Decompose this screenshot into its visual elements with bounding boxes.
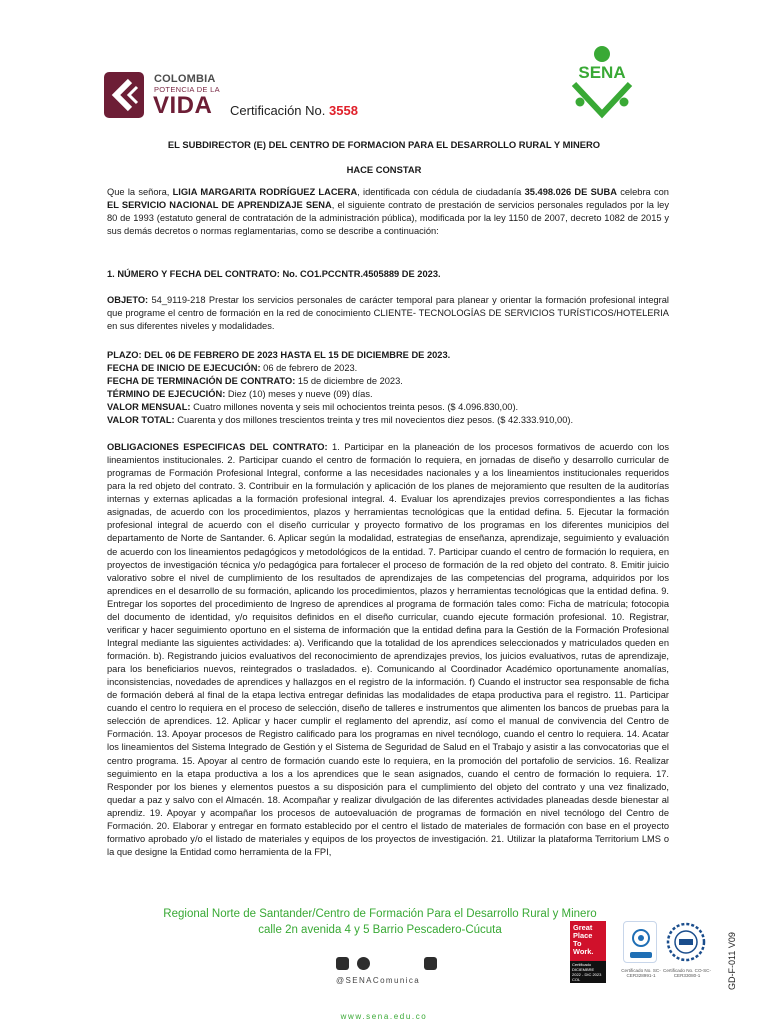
- objeto-paragraph: [107, 294, 669, 333]
- badge1-caption: Certificado No. SC-CER328991-1: [621, 968, 661, 979]
- document-subtitle: HACE CONSTAR: [346, 164, 422, 175]
- obligaciones-paragraph: [107, 441, 669, 859]
- gptw-word-2: Place: [573, 931, 593, 940]
- certification-label: Certificación No.: [230, 103, 326, 118]
- valor-total-value: Cuarenta y dos millones trescientos treinta y tres mil novecientos diez pesos. ($ 42.333.910,00).: [174, 415, 574, 425]
- blog-icon[interactable]: [336, 957, 349, 970]
- contractor-id: 35.498.026 DE SUBA: [524, 187, 617, 197]
- great-place-to-work-badge: [570, 921, 606, 983]
- gptw-word-4: Work.: [573, 947, 594, 956]
- iso-certification-badge: [623, 921, 657, 963]
- termino-value: Diez (10) meses y nueve (09) días.: [225, 389, 373, 399]
- obligaciones-text: 1. Participar en la planeación de los procesos formativos de acuerdo con los lineamientos institucionales. 2. Participar cuando el centro de formación lo requiera, en jornadas de diseño y desarrollo curricular de programas de Formación Profesional Integral, conforme a las necesidades nacionales y a los lineamientos institucionales requeridos para la red objeto del contrato. 3. Contribuir en la formulación y aplicación de los planes de mejoramiento que resulten de la auditorías internas y externas aplicadas a la formación profesional integral. 4. Evaluar los aprendizajes previos correspondientes a las fichas asignadas, de acuerdo con los procedimientos, plazos y herramientas tecnológicas que la entidad defina. 5. Ejecutar la formación profesional integral de acuerdo con el diseño curricular y proyecto formativo de los programas en los diferentes municipios del departamento de Norte de Santander. 6. Aplicar según la modalidad, estrategias de enseñanza, aprendizaje, seguimiento y evaluación de acuerdo con los lineamientos pedagógicos y metodológicos de la entidad. 7. Participar cuando el centro de formación lo requiera, en proyectos de investigación técnica y/o pedagógica para fortalecer el proceso de formación de la red objeto del contrato. 8. Emitir juicio valorativo sobre el nivel de cumplimiento de los resultados de aprendizajes de las competencias del programa, adquiridos por los aprendices en el desarrollo de su formación, aplicando los procedimientos, plazos y herramientas tecnológicas que la entidad defina. 9. Entregar los soportes del procedimiento de Ingreso de aprendices al programa de formación tales como: Ficha de matrícula; fotocopia del documento de identidad, y/o requisitos definidos en el diseño curricular, cuando ejecute formación profesional. 10. Registrar, verificar y hacer seguimiento oportuno en el sistema de información que la entidad defina para la Gestión de la Formación Profesional Integral mediante las siguientes actividades: a). Verificando que la totalidad de los aprendices seleccionados y matriculados queden en formación. b). Registrando juicios evaluativos del reconocimiento de aprendizajes previos, los juicios evaluativos, rutas de aprendizaje, para los beneficiarios nuevos, reintegrados o trasladados. e). Comunicando al Coordinador Académico oportunamente anomalías, inconsistencias, novedades de aprendices y hallazgos en el registro de la información. f) Cuando el instructor sea responsable de ficha de formación deberá al final de la etapa lectiva entregar definidas las modalidades de etapa productiva para el registro. 11. Participar cuando el centro lo requiera en el proceso de selección, diseño de talleres e instrumentos que alimenten los bancos de pruebas para la selección de aprendices. 12. Aplicar y hacer cumplir el reglamento del aprendiz, así como el manual de convivencia del Centro de Formación. 13. Apoyar procesos de Registro calificado para los programas en nivel tecnólogo, cuando el centro lo requiera. 14. Acatar los lineamientos del Sistema Integrado de Gestión y el Sistema de Seguridad de Salud en el Trabajo y asistir a las convocatorias que el centro programa. 15. Apoyar al centro de formación cuando este lo requiera, en la promoción del portafolio de servicios. 16. Realizar seguimiento en la etapa productiva a los a los aprendices que le sean asignados, cuando el centro de formación lo requiera. 17. Responder por los bienes y elementos puestos a su disposición para el cumplimiento del objeto del contrato y una vez finalizado, quedar a paz y salvo con el Almacén. 18. Acompañar y realizar divulgación de las diferentes actividades planeadas desde bienestar al aprendiz. 19. Apoyar y acompañar los procesos de autoevaluación de programas de formación en nivel tecnólogo del Centro de Formación. 20. Elaborar y entregar en formato establecido por el centro el listado de materiales de formación con base en el proyecto formativo aprobado y/o el listado de materiales y equipos de los proyectos de investigación. 21. Utilizar la plataforma Territorium LMS o la que designe la Entidad como herramienta de la FPI,: [107, 442, 669, 857]
- obligaciones-label: OBLIGACIONES ESPECIFICAS DEL CONTRATO:: [107, 442, 328, 452]
- valor-mensual-line: [107, 401, 518, 414]
- fecha-fin-value: 15 de diciembre de 2023.: [295, 376, 403, 386]
- fecha-inicio-line: [107, 362, 357, 375]
- website-link[interactable]: www.sena.edu.co: [340, 1012, 428, 1021]
- fecha-fin-line: [107, 375, 403, 388]
- colombia-potencia-vida-logo: [104, 70, 234, 122]
- colombia-logo-mark-icon: [104, 72, 144, 118]
- valor-total-label: VALOR TOTAL:: [107, 415, 175, 425]
- sena-logo: [566, 44, 638, 120]
- certification-seal-icon: [624, 922, 658, 964]
- intro-text-3: celebra con: [616, 187, 669, 197]
- brand-potencia: POTENCIA DE LA: [154, 85, 220, 94]
- plazo-line: PLAZO: DEL 06 DE FEBRERO DE 2023 HASTA EL 15 DE DICIEMBRE DE 2023.: [107, 350, 451, 360]
- intro-text-2: , identificada con cédula de ciudadanía: [357, 187, 525, 197]
- badge2-caption: Certificado No. CO-SC-CER33080-1: [663, 968, 711, 979]
- intro-paragraph: [107, 186, 669, 238]
- valor-total-line: [107, 414, 573, 427]
- document-code: GD-F-011 V09: [727, 932, 737, 990]
- objeto-label: OBJETO:: [107, 295, 149, 305]
- footer-regional: Regional Norte de Santander/Centro de Formación Para el Desarrollo Rural y Minero: [163, 908, 597, 920]
- social-icons: [336, 957, 446, 971]
- objeto-text: 54_9119-218 Prestar los servicios personales de carácter temporal para planear y orientar la formación profesional integral que programe el centro de formación en la red de conocimiento CLIENTE- TECNOLOGÍAS DE SERVICIOS TURÍSTICOS/HOTELERIA en sus diferentes niveles y modalidades.: [107, 295, 669, 332]
- sena-logo-text: SENA: [578, 63, 626, 82]
- social-handle[interactable]: @SENAComunica: [336, 976, 421, 985]
- intro-text-1: Que la señora,: [107, 187, 173, 197]
- gptw-cert-text: Certificado DICIEMBRE 2022 - DIC 2023 COL: [570, 961, 606, 983]
- intro-text-4: , el siguiente contrato de prestación de servicios personales regulados por la ley 80 de 1993 (estatuto general de contratación de la administración pública), modificada por la ley 1150 de 2007, decreto 1082 de 2015 y sus demás decretos o normas reglamentarias, como se describe a continuación:: [107, 200, 669, 237]
- entity-name: EL SERVICIO NACIONAL DE APRENDIZAJE SENA: [107, 200, 332, 211]
- gptw-word-1: Great: [573, 923, 593, 932]
- termino-line: [107, 388, 373, 401]
- valor-mensual-value: Cuatro millones noventa y seis mil ochocientos treinta pesos. ($ 4.096.830,00).: [190, 402, 519, 412]
- certification-heading: [230, 103, 358, 118]
- document-title: EL SUBDIRECTOR (E) DEL CENTRO DE FORMACION PARA EL DESARROLLO RURAL Y MINERO: [167, 139, 601, 150]
- certification-number: 3558: [329, 103, 358, 118]
- brand-colombia: COLOMBIA: [154, 73, 216, 85]
- facebook-icon[interactable]: [357, 957, 370, 970]
- fecha-inicio-label: FECHA DE INICIO DE EJECUCIÓN:: [107, 363, 261, 373]
- valor-mensual-label: VALOR MENSUAL:: [107, 402, 191, 412]
- termino-label: TÉRMINO DE EJECUCIÓN:: [107, 389, 226, 399]
- contractor-name: LIGIA MARGARITA RODRÍGUEZ LACERA: [172, 187, 358, 197]
- linkedin-icon[interactable]: [424, 957, 437, 970]
- contract-number: 1. NÚMERO Y FECHA DEL CONTRATO: No. CO1.PCCNTR.4505889 DE 2023.: [107, 269, 441, 279]
- brand-vida: VIDA: [153, 92, 213, 119]
- icontec-badge: [666, 921, 706, 963]
- gptw-word-3: To: [573, 939, 582, 948]
- fecha-fin-label: FECHA DE TERMINACIÓN DE CONTRATO:: [107, 376, 296, 386]
- fecha-inicio-value: 06 de febrero de 2023.: [260, 363, 358, 373]
- footer-address: calle 2n avenida 4 y 5 Barrio Pescadero-Cúcuta: [258, 924, 502, 936]
